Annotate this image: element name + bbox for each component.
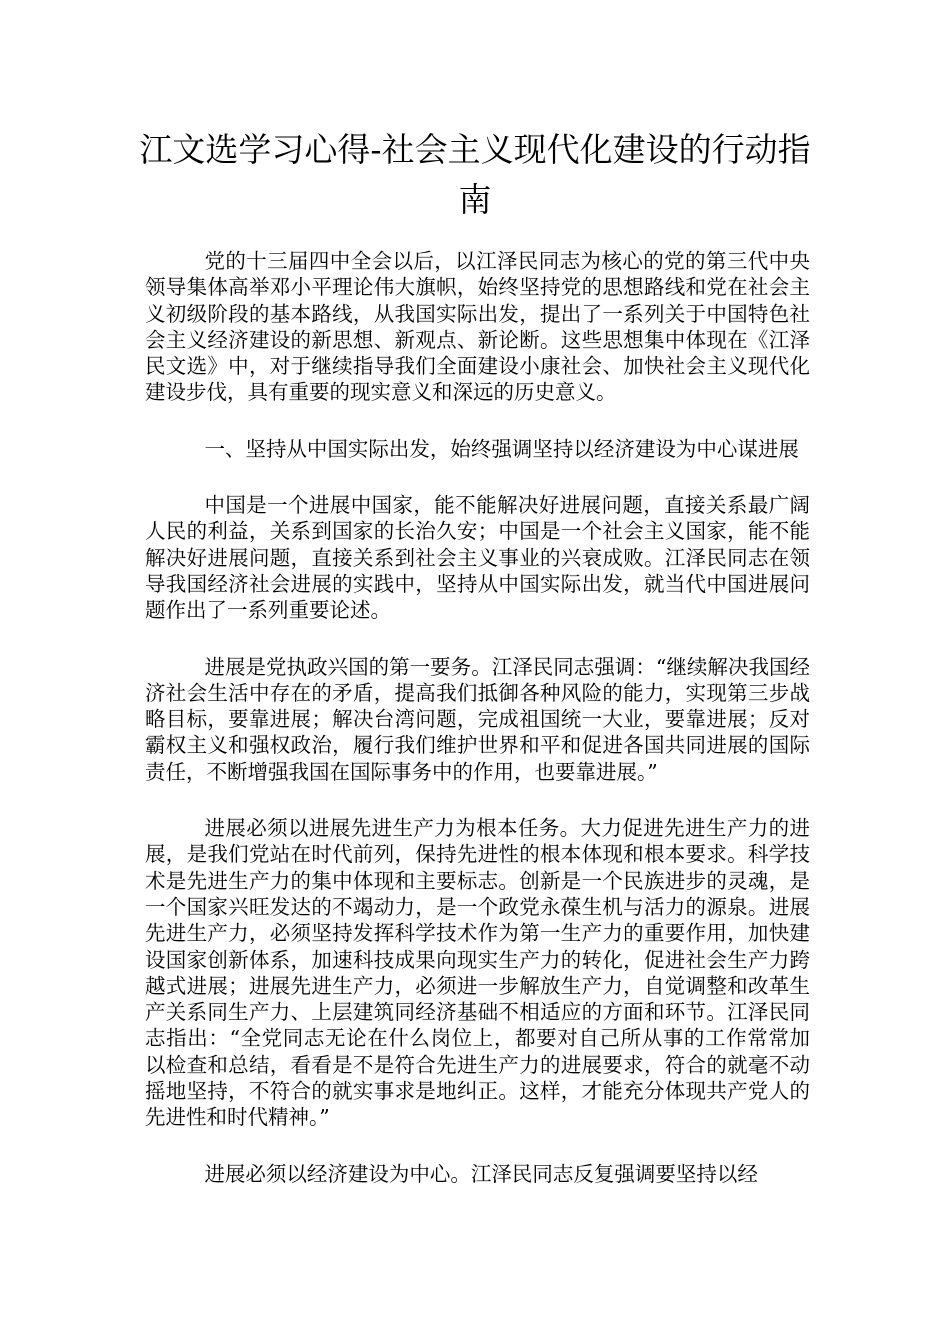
paragraph: 党的十三届四中全会以后，以江泽民同志为核心的党的第三代中央领导集体高举邓小平理论伟大旗帜，始终坚持党的思想路线和党在社会主义初级阶段的基本路线，从我国实际出发，提出了一系列关于中国特色社会主义经济建设的新思想、新观点、新论断。这些思想集中体现在《江泽民文选》中，对于继续指导我们全面建设小康社会、加快社会主义现代化建设步伐，具有重要的现实意义和深远的历史意义。 [145,249,810,405]
document-body [145,248,810,1217]
section-heading: 一、坚持从中国实际出发，始终强调坚持以经济建设为中心谋进展 [204,436,799,461]
paragraph: 进展是党执政兴国的第一要务。江泽民同志强调：“继续解决我国经济社会生活中存在的矛盾，提高我们抵御各种风险的能力，实现第三步战略目标，要靠进展；解决台湾问题，完成祖国统一大业，要靠进展；反对霸权主义和强权政治，履行我们维护世界和平和促进各国共同进展的国际责任，不断增强我国在国际事务中的作用，也要靠进展。” [145,654,810,784]
document-title: 江文选学习心得-社会主义现代化建设的行动指南 [139,130,811,219]
paragraph: 进展必须以进展先进生产力为根本任务。大力促进先进生产力的进展，是我们党站在时代前列，保持先进性的根本体现和根本要求。科学技术是先进生产力的集中体现和主要标志。创新是一个民族进步的灵魂，是一个国家兴旺发达的不竭动力，是一个政党永葆生机与活力的源泉。进展先进生产力，必须坚持发挥科学技术作为第一生产力的重要作用，加快建设国家创新体系，加速科技成果向现实生产力的转化，促进社会生产力跨越式进展；进展先进生产力，必须进一步解放生产力，自觉调整和改革生产关系同生产力、上层建筑同经济基础不相适应的方面和环节。江泽民同志指出：“全党同志无论在什么岗位上，都要对自己所从事的工作常常加以检查和总结，看看是不是符合先进生产力的进展要求，符合的就毫不动摇地坚持，不符合的就实事求是地纠正。这样，才能充分体现共产党人的先进性和时代精神。” [145,816,810,1130]
paragraph: 中国是一个进展中国家，能不能解决好进展问题，直接关系最广阔人民的利益，关系到国家的长治久安；中国是一个社会主义国家，能不能解决好进展问题，直接关系到社会主义事业的兴衰成败。江泽民同志在领导我国经济社会进展的实践中，坚持从中国实际出发，就当代中国进展问题作出了一系列重要论述。 [145,493,810,623]
paragraph: 进展必须以经济建设为中心。江泽民同志反复强调要坚持以经 [204,1161,758,1186]
